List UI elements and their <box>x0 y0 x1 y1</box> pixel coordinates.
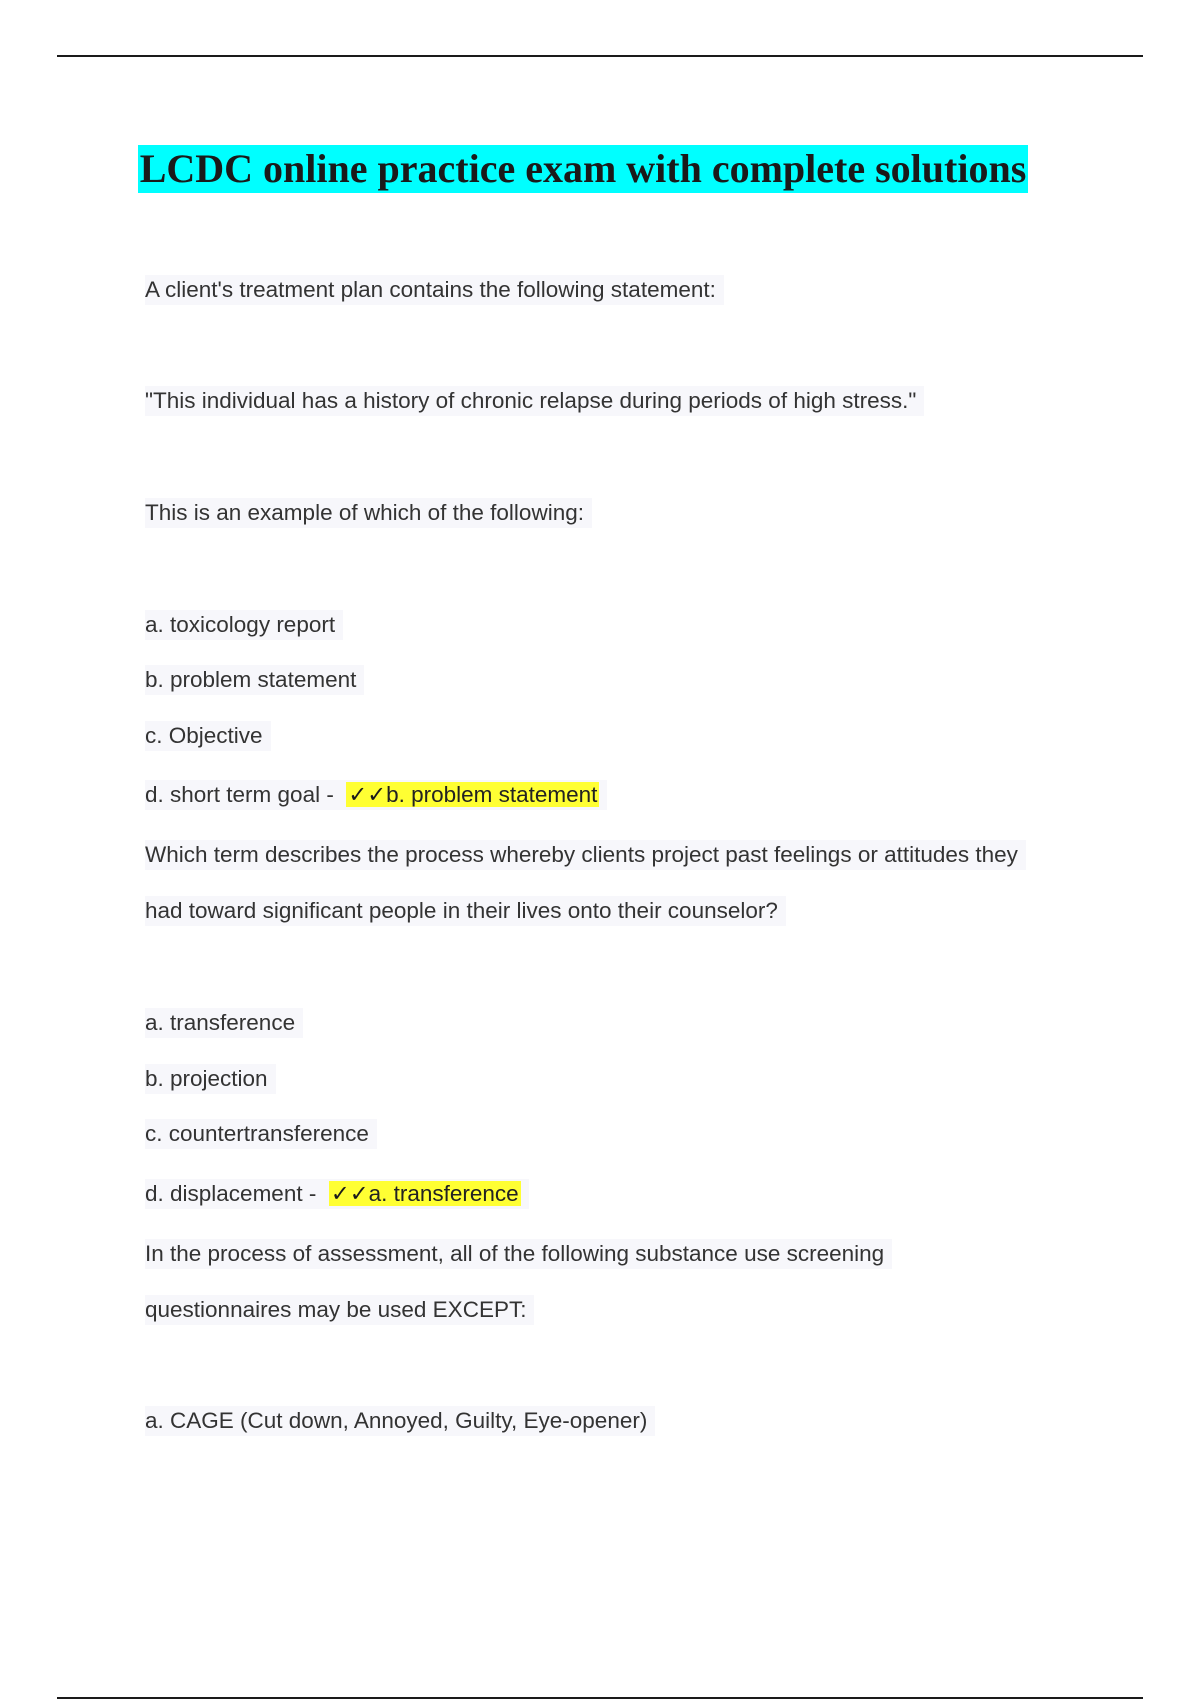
question-1-option-c: c. Objective <box>145 721 271 751</box>
question-2-option-d: d. displacement - <box>145 1181 323 1206</box>
question-3-stem-line-2: questionnaires may be used EXCEPT: <box>145 1295 534 1325</box>
question-1-option-d: d. short term goal - <box>145 782 341 807</box>
checkmark-icon: ✓✓ <box>330 1181 369 1206</box>
title-container <box>0 145 1200 193</box>
document-title: LCDC online practice exam with complete solutions <box>139 146 1027 191</box>
question-3-option-a: a. CAGE (Cut down, Annoyed, Guilty, Eye-opener) <box>145 1406 655 1436</box>
question-1-option-d-row <box>145 780 607 810</box>
question-2-option-b: b. projection <box>145 1064 276 1094</box>
question-2-answer-text: a. transference <box>368 1181 519 1206</box>
question-1-stem-line-2: "This individual has a history of chronic relapse during periods of high stress." <box>145 386 924 416</box>
question-1-option-a: a. toxicology report <box>145 610 343 640</box>
top-rule <box>57 55 1143 57</box>
checkmark-icon: ✓✓ <box>348 782 387 807</box>
question-2-stem-line-2: had toward significant people in their lives onto their counselor? <box>145 896 786 926</box>
question-1-answer <box>346 782 599 807</box>
bottom-rule <box>57 1697 1143 1699</box>
question-1-stem-line-3: This is an example of which of the following: <box>145 498 592 528</box>
question-2-answer <box>329 1181 521 1206</box>
question-2-option-c: c. countertransference <box>145 1119 377 1149</box>
question-1-stem-line-1: A client's treatment plan contains the following statement: <box>145 275 724 305</box>
question-2-option-a: a. transference <box>145 1008 303 1038</box>
question-2-option-d-row <box>145 1179 529 1209</box>
question-1-answer-text: b. problem statement <box>386 782 598 807</box>
question-1-option-b: b. problem statement <box>145 665 364 695</box>
question-3-stem-line-1: In the process of assessment, all of the following substance use screening <box>145 1239 892 1269</box>
question-2-stem-line-1: Which term describes the process whereby clients project past feelings or attitudes they <box>145 840 1026 870</box>
